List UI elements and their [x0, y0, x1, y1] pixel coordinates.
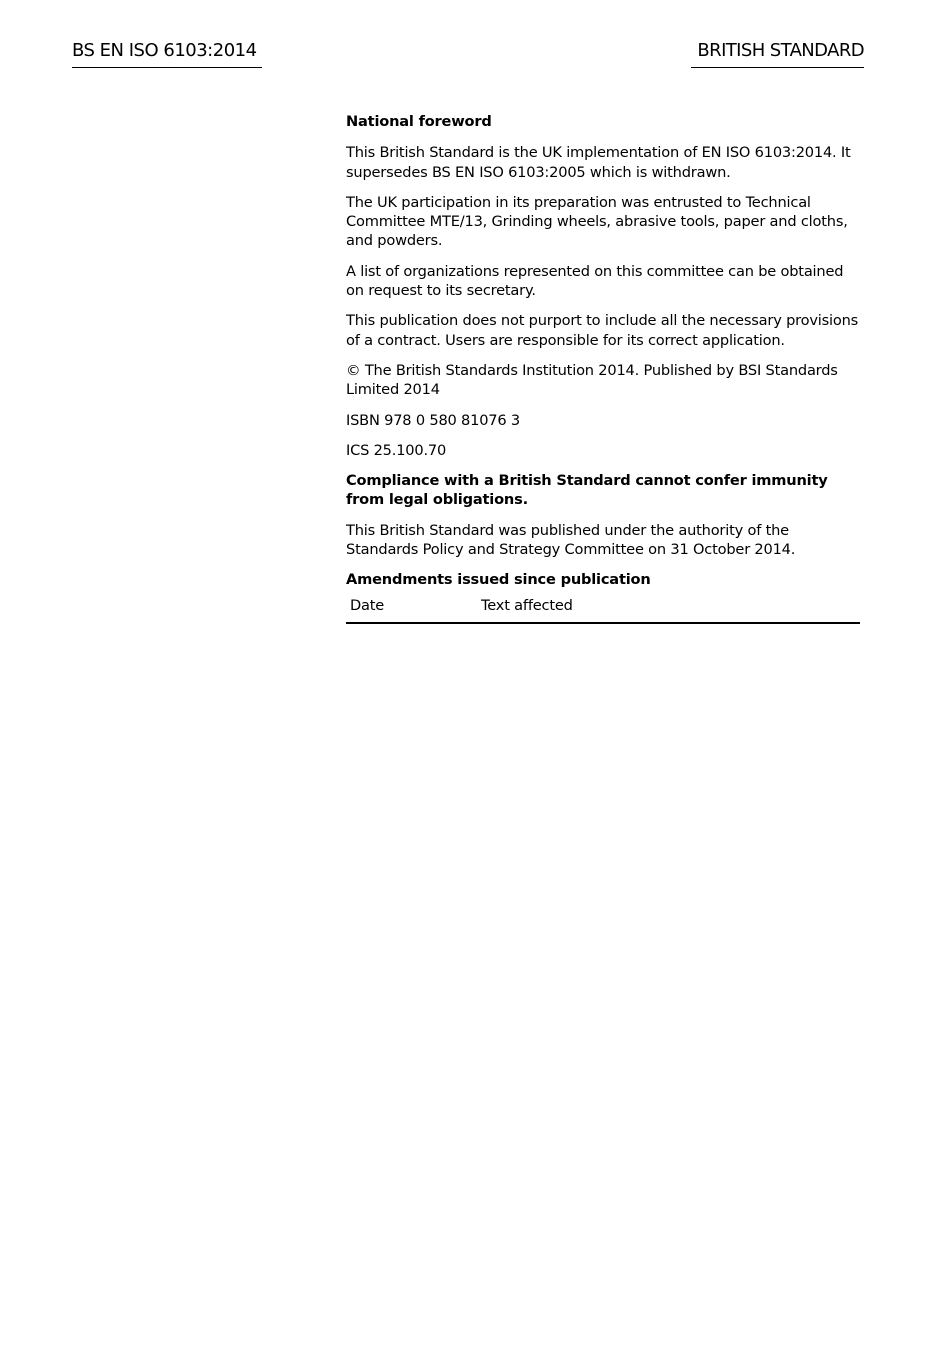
document-type: BRITISH STANDARD — [691, 40, 864, 68]
foreword-organizations-paragraph: A list of organizations represented on this committee can be obtained on request to its secretary. — [346, 262, 844, 300]
foreword-implementation-paragraph: This British Standard is the UK implementation of EN ISO 6103:2014. It supersedes BS EN ISO 6103:2005 which is withdrawn. — [346, 144, 851, 181]
foreword-title: National foreword — [346, 113, 492, 130]
amendments-table — [346, 596, 860, 624]
ics-code: ICS 25.100.70 — [346, 441, 447, 459]
amendments-header-row — [346, 596, 860, 623]
foreword-contract-paragraph: This publication does not purport to include all the necessary provisions of a contract. Users are responsible for its correct application. — [346, 312, 859, 349]
compliance-notice: Compliance with a British Standard cannot confer immunity from legal obligations. — [346, 472, 828, 509]
amendments-text-affected-header: Text affected — [477, 596, 860, 623]
copyright-notice: © The British Standards Institution 2014. Published by BSI Standards Limited 2014 — [346, 361, 838, 399]
publication-notice: This British Standard was published under the authority of the Standards Policy and Strategy Committee on 31 October 2014. — [346, 521, 796, 559]
document-code: BS EN ISO 6103:2014 — [72, 40, 262, 68]
foreword-committee-paragraph: The UK participation in its preparation was entrusted to Technical Committee MTE/13, Grinding wheels, abrasive tools, paper and cloths, and powders. — [346, 193, 848, 250]
amendments-title: Amendments issued since publication — [346, 571, 651, 589]
amendments-date-header: Date — [346, 596, 477, 623]
national-foreword-section — [346, 112, 860, 624]
isbn: ISBN 978 0 580 81076 3 — [346, 411, 520, 429]
